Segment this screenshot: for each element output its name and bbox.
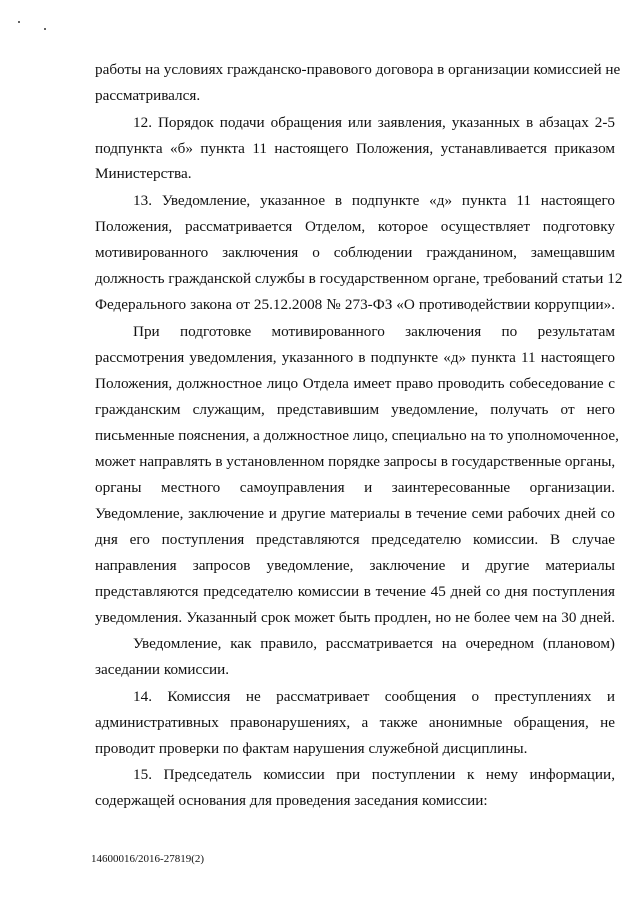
text-line: Уведомление, заключение и другие материалы в течение семи рабочих дней со xyxy=(95,505,615,522)
text-line: содержащей основания для проведения заседания комиссии: xyxy=(95,792,488,809)
text-line: рассмотрения уведомления, указанного в подпункте «д» пункта 11 настоящего xyxy=(95,349,615,366)
text-line: мотивированного заключения о соблюдении гражданином, замещавшим xyxy=(95,244,615,261)
text-line: работы на условиях гражданско-правового договора в организации комиссией не xyxy=(95,61,621,78)
text-line: проводит проверки по фактам нарушения служебной дисциплины. xyxy=(95,740,528,757)
text-line: Министерства. xyxy=(95,165,192,182)
text-line: Положения, должностное лицо Отдела имеет право проводить собеседование с xyxy=(95,375,615,392)
document-footer-number: 14600016/2016-27819(2) xyxy=(91,853,205,865)
text-line: 15. Председатель комиссии при поступлении к нему информации, xyxy=(133,766,615,783)
scan-speck xyxy=(18,21,20,23)
text-line: Федерального закона от 25.12.2008 № 273-ФЗ «О противодействии коррупции». xyxy=(95,296,615,313)
scan-speck xyxy=(44,28,46,30)
text-line: рассматривался. xyxy=(95,87,201,104)
text-line: органы местного самоуправления и заинтересованные организации. xyxy=(95,479,615,496)
text-line: Положения, рассматривается Отделом, которое осуществляет подготовку xyxy=(95,218,615,235)
text-line: 14. Комиссия не рассматривает сообщения о преступлениях и xyxy=(133,688,615,705)
text-line: заседании комиссии. xyxy=(95,661,230,678)
text-line: 13. Уведомление, указанное в подпункте «д» пункта 11 настоящего xyxy=(133,192,615,209)
text-line: При подготовке мотивированного заключения по результатам xyxy=(133,323,615,340)
text-line: направления запросов уведомление, заключение и другие материалы xyxy=(95,557,615,574)
text-line: административных правонарушениях, а также анонимные обращения, не xyxy=(95,714,615,731)
text-line: Уведомление, как правило, рассматривается на очередном (плановом) xyxy=(133,635,615,652)
text-line: дня его поступления представляются председателю комиссии. В случае xyxy=(95,531,615,548)
text-line: подпункта «б» пункта 11 настоящего Положения, устанавливается приказом xyxy=(95,140,615,157)
text-line: письменные пояснения, а должностное лицо, специально на то уполномоченное, xyxy=(95,427,619,444)
text-line: 12. Порядок подачи обращения или заявления, указанных в абзацах 2-5 xyxy=(133,114,615,131)
text-line: гражданским служащим, представившим уведомление, получать от него xyxy=(95,401,615,418)
text-line: должность гражданской службы в государственном органе, требований статьи 12 xyxy=(95,270,623,287)
text-line: уведомления. Указанный срок может быть продлен, но не более чем на 30 дней. xyxy=(95,609,615,626)
text-line: может направлять в установленном порядке запросы в государственные органы, xyxy=(95,453,616,470)
text-line: представляются председателю комиссии в течение 45 дней со дня поступления xyxy=(95,583,615,600)
